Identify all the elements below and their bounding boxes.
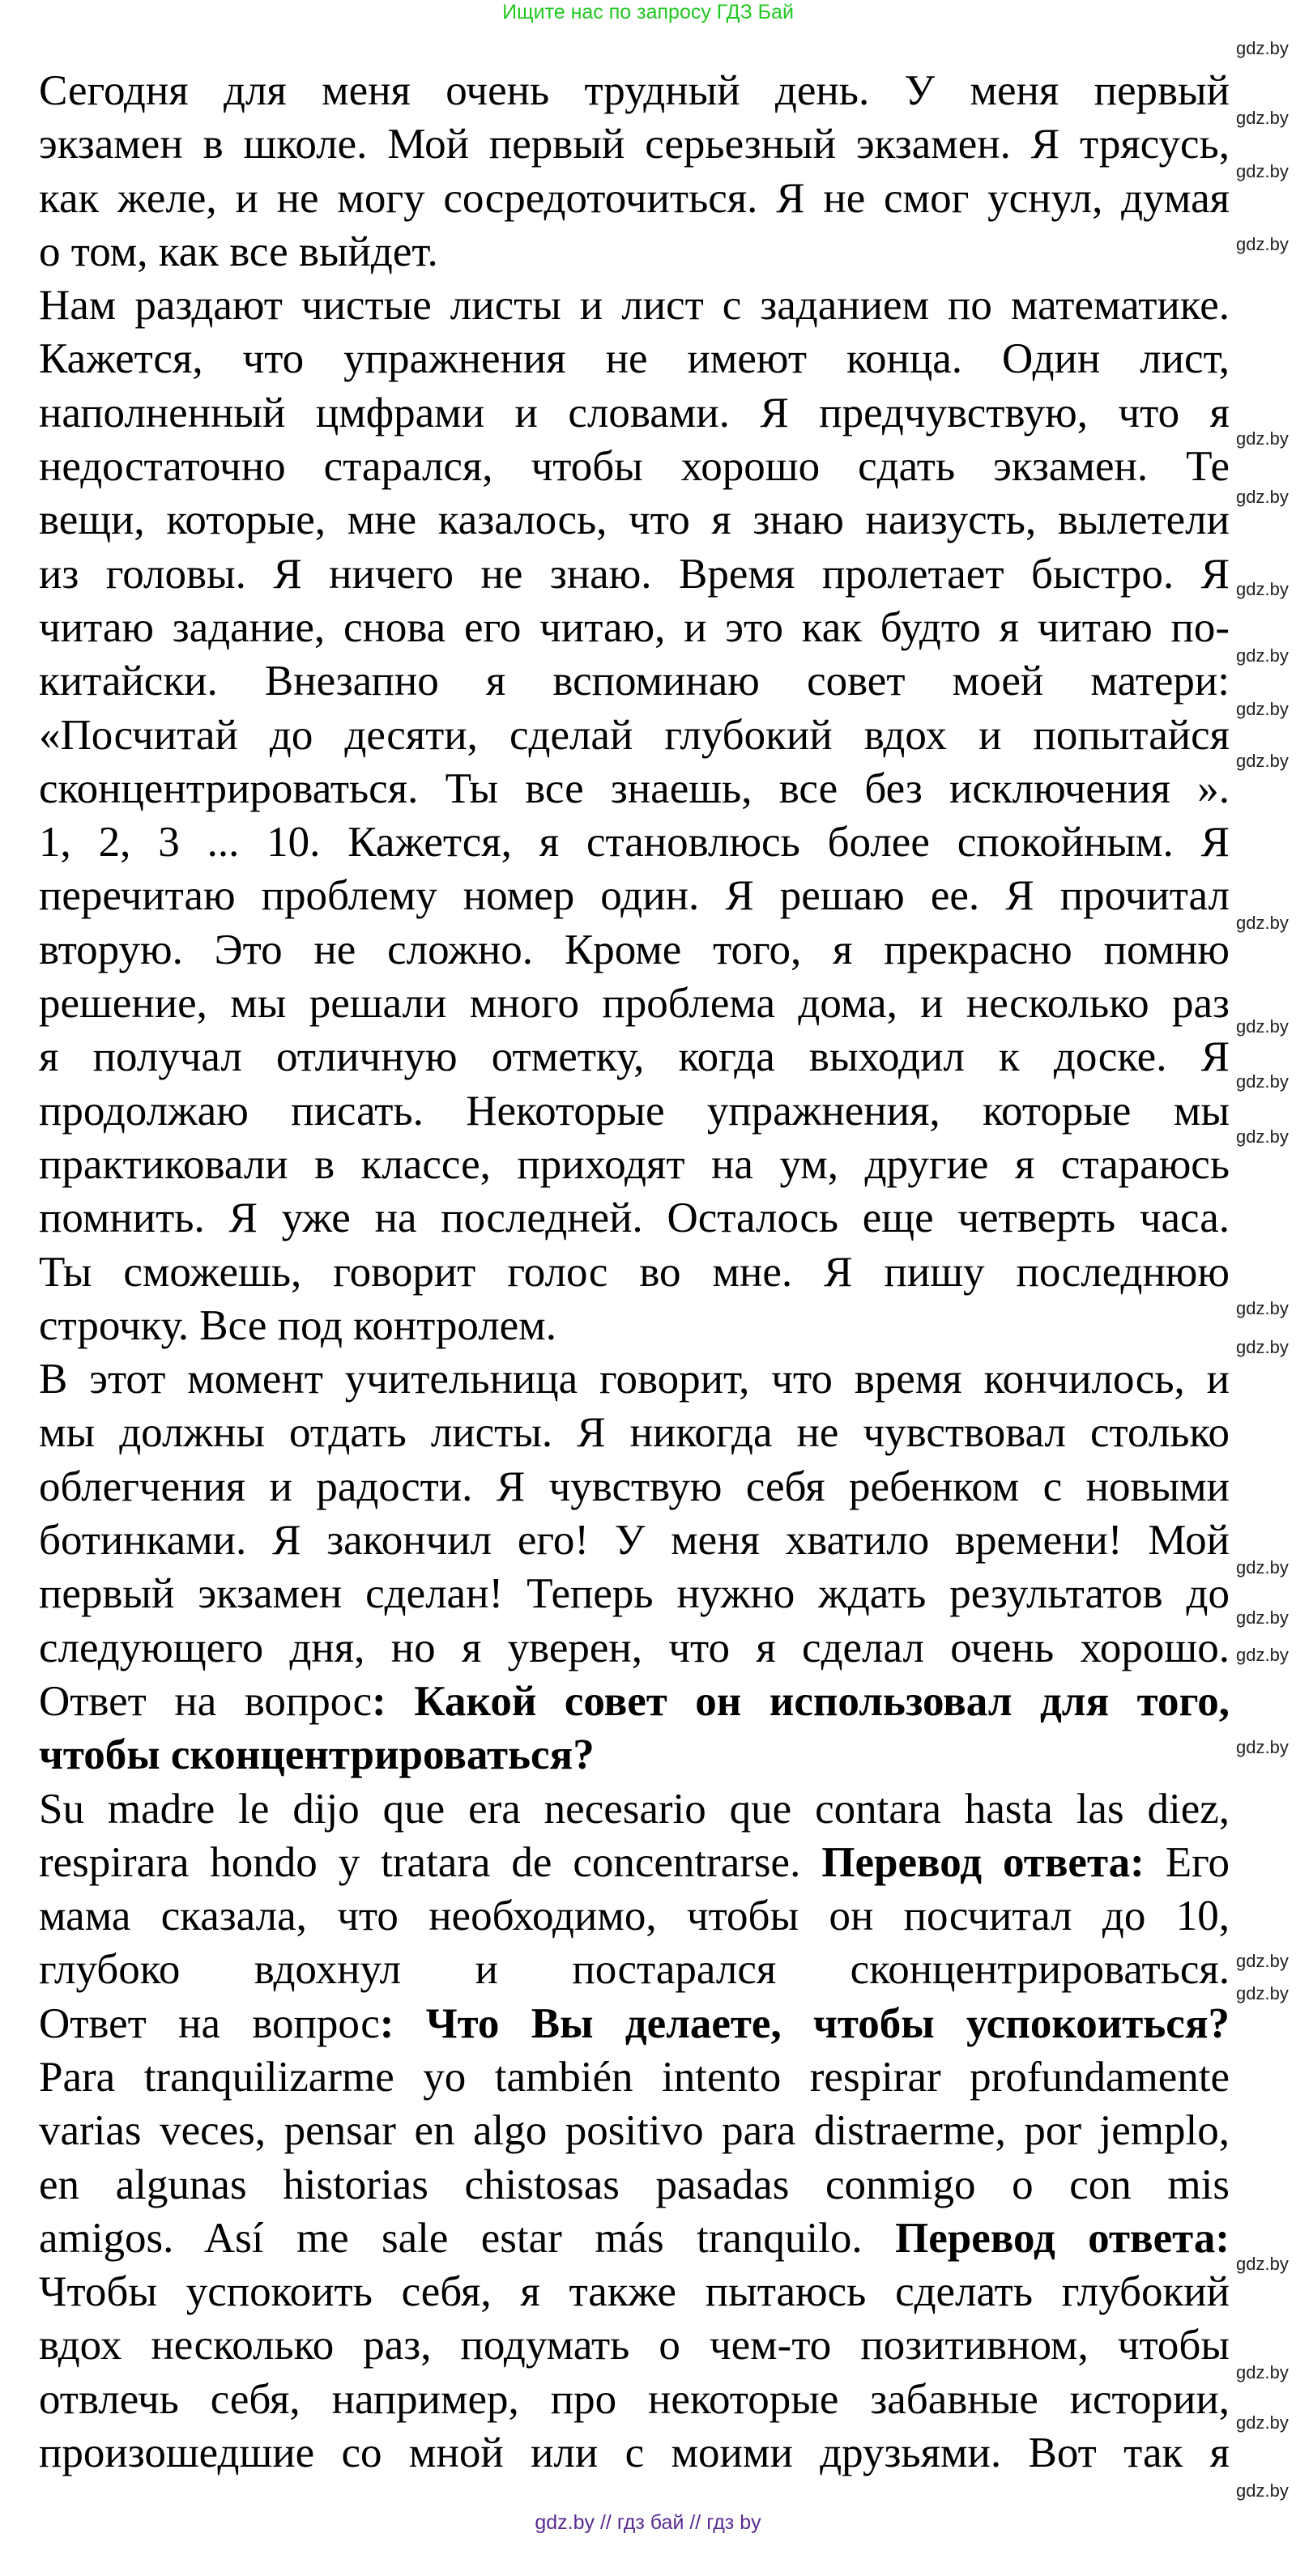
watermark: gdz.by <box>1236 487 1289 507</box>
watermark: gdz.by <box>1236 1645 1289 1665</box>
text-line <box>39 1675 1230 1728</box>
watermark: gdz.by <box>1236 2412 1289 2433</box>
watermark: gdz.by <box>1236 1126 1289 1147</box>
text-segment: экзамен в школе. Мой первый серьезный экзамен. Я трясусь, <box>39 121 1230 168</box>
text-segment: следующего дня, но я уверен, что я сделал очень хорошо. <box>39 1624 1230 1671</box>
watermark: gdz.by <box>1236 751 1289 771</box>
text-line <box>39 977 1230 1030</box>
watermark: gdz.by <box>1236 1737 1289 1757</box>
watermark: gdz.by <box>1236 161 1289 181</box>
text-segment: Para tranquilizarme yo también intento respirar profundamente <box>39 2053 1230 2101</box>
document-body <box>39 64 1230 2480</box>
watermark: gdz.by <box>1236 1557 1289 1578</box>
text-segment: практиковали в классе, приходят на ум, другие я стараюсь <box>39 1140 1230 1188</box>
text-segment: первый экзамен сделан! Теперь нужно ждать результатов до <box>39 1570 1230 1618</box>
text-segment: Чтобы успокоить себя, я также пытаюсь сделать глубокий <box>39 2268 1230 2316</box>
text-line <box>39 1084 1230 1138</box>
text-segment: отвлечь себя, например, про некоторые забавные истории, <box>39 2375 1230 2423</box>
text-line <box>39 1943 1230 1996</box>
text-segment: решение, мы решали много проблема дома, и несколько раз <box>39 980 1230 1028</box>
text-segment: Кажется, что упражнения не имеют конца. Один лист, <box>39 335 1230 383</box>
text-line <box>39 2426 1230 2480</box>
text-line <box>39 1782 1230 1836</box>
text-line <box>39 2104 1230 2157</box>
text-segment: продолжаю писать. Некоторые упражнения, которые мы <box>39 1087 1230 1135</box>
text-line <box>39 1460 1230 1514</box>
text-line <box>39 2158 1230 2212</box>
text-line <box>39 2050 1230 2104</box>
text-line <box>39 1191 1230 1245</box>
watermark: gdz.by <box>1236 428 1289 449</box>
watermark: gdz.by <box>1236 108 1289 128</box>
watermark: gdz.by <box>1236 2254 1289 2274</box>
text-line <box>39 1728 1230 1782</box>
text-segment: «Посчитай до десяти, сделай глубокий вдох и попытайся <box>39 711 1230 759</box>
bold-text-segment: : Что Вы делаете, чтобы успокоиться? <box>379 1999 1230 2047</box>
text-segment: Ты сможешь, говорит голос во мне. Я пишу последнюю <box>39 1248 1230 1296</box>
watermark: gdz.by <box>1236 1951 1289 1971</box>
text-line <box>39 386 1230 440</box>
text-line <box>39 2373 1230 2426</box>
text-line <box>39 1514 1230 1567</box>
text-segment: en algunas historias chistosas pasadas conmigo o con mis <box>39 2161 1230 2208</box>
text-segment: Ответ на вопрос <box>39 1677 373 1725</box>
text-segment: сконцентрироваться. Ты все знаешь, все без исключения ». <box>39 764 1230 812</box>
text-line <box>39 1245 1230 1299</box>
text-line <box>39 332 1230 385</box>
text-line <box>39 225 1230 279</box>
text-line <box>39 1836 1230 1889</box>
watermark: gdz.by <box>1236 2362 1289 2382</box>
text-line <box>39 1352 1230 1406</box>
text-line <box>39 2265 1230 2318</box>
watermark: gdz.by <box>1236 234 1289 254</box>
text-segment: вещи, которые, мне казалось, что я знаю наизусть, вылетели <box>39 496 1230 544</box>
text-segment: respirara hondo y tratara de concentrarse. <box>39 1838 822 1886</box>
watermark: gdz.by <box>1236 699 1289 719</box>
text-line <box>39 815 1230 869</box>
watermark: gdz.by <box>1236 2480 1289 2501</box>
text-segment: читаю задание, снова его читаю, и это как будто я читаю по- <box>39 603 1230 651</box>
text-segment: глубоко вдохнул и постарался сконцентрироваться. <box>39 1946 1230 1994</box>
text-segment: произошедшие со мной или с моими друзьями. Вот так я <box>39 2429 1230 2477</box>
text-segment: amigos. Así me sale estar más tranquilo. <box>39 2214 895 2262</box>
search-hint-banner: Ищите нас по запросу ГДЗ Бай <box>502 1 794 23</box>
text-segment: Ответ на вопрос <box>39 1999 380 2047</box>
text-segment: как желе, и не могу сосредоточиться. Я не смог уснул, думая <box>39 174 1230 222</box>
text-segment: о том, как все выйдет. <box>39 228 438 275</box>
text-segment: varias veces, pensar en algo positivo para distraerme, por jemplo, <box>39 2107 1230 2155</box>
text-segment: я получал отличную отметку, когда выходил к доске. Я <box>39 1033 1230 1081</box>
text-segment: вторую. Это не сложно. Кроме того, я прекрасно помню <box>39 926 1230 973</box>
text-segment: мы должны отдать листы. Я никогда не чувствовал столько <box>39 1409 1230 1457</box>
text-line <box>39 762 1230 815</box>
text-segment: мама сказала, что необходимо, чтобы он посчитал до 10, <box>39 1893 1230 1940</box>
site-footer: gdz.by // гдз бай // гдз by <box>535 2511 761 2534</box>
watermark: gdz.by <box>1236 645 1289 666</box>
watermark: gdz.by <box>1236 1298 1289 1318</box>
bold-text-segment: : Какой совет он использовал для того, <box>372 1677 1230 1725</box>
text-line <box>39 547 1230 601</box>
text-line <box>39 709 1230 762</box>
text-segment: перечитаю проблему номер один. Я решаю ее. Я прочитал <box>39 872 1230 920</box>
text-line <box>39 493 1230 547</box>
watermark: gdz.by <box>1236 38 1289 58</box>
text-segment: Сегодня для меня очень трудный день. У меня первый <box>39 67 1230 114</box>
watermark: gdz.by <box>1236 913 1289 933</box>
watermark: gdz.by <box>1236 1071 1289 1092</box>
text-line <box>39 923 1230 977</box>
text-segment: из головы. Я ничего не знаю. Время пролетает быстро. Я <box>39 550 1230 598</box>
text-segment: Нам раздают чистые листы и лист с заданием по математике. <box>39 282 1230 330</box>
text-line <box>39 2318 1230 2372</box>
text-line <box>39 1567 1230 1620</box>
watermark: gdz.by <box>1236 1016 1289 1037</box>
text-line <box>39 1030 1230 1084</box>
bold-text-segment: чтобы сконцентрироваться? <box>39 1731 595 1779</box>
text-segment: наполненный цмфрами и словами. Я предчувствую, что я <box>39 389 1230 436</box>
text-line <box>39 1299 1230 1352</box>
watermark: gdz.by <box>1236 1337 1289 1357</box>
text-line <box>39 2212 1230 2265</box>
text-line <box>39 1138 1230 1191</box>
text-segment: В этот момент учительница говорит, что время кончилось, и <box>39 1356 1230 1403</box>
text-line <box>39 440 1230 493</box>
text-line <box>39 279 1230 332</box>
text-line <box>39 1997 1230 2050</box>
text-segment: вдох несколько раз, подумать о чем-то позитивном, чтобы <box>39 2322 1230 2369</box>
bold-text-segment: Перевод ответа: <box>821 1838 1145 1886</box>
text-line <box>39 1621 1230 1675</box>
bold-text-segment: Перевод ответа: <box>894 2214 1230 2262</box>
text-line <box>39 117 1230 171</box>
text-segment: строчку. Все под контролем. <box>39 1301 556 1349</box>
text-segment: 1, 2, 3 ... 10. Кажется, я становлюсь более спокойным. Я <box>39 819 1230 866</box>
text-segment: ботинками. Я закончил его! У меня хватило времени! Мой <box>39 1517 1230 1565</box>
text-segment: облегчения и радости. Я чувствую себя ребенком с новыми <box>39 1463 1230 1510</box>
text-line <box>39 869 1230 922</box>
text-segment: Su madre le dijo que era necesario que contara hasta las diez, <box>39 1785 1230 1833</box>
text-segment: недостаточно старался, чтобы хорошо сдать экзамен. Те <box>39 443 1230 491</box>
text-line <box>39 172 1230 225</box>
watermark: gdz.by <box>1236 579 1289 599</box>
watermark: gdz.by <box>1236 1983 1289 2003</box>
text-segment: помнить. Я уже на последней. Осталось еще четверть часа. <box>39 1194 1230 1242</box>
text-segment: китайски. Внезапно я вспоминаю совет моей матери: <box>39 658 1230 705</box>
text-line <box>39 654 1230 708</box>
watermark: gdz.by <box>1236 1607 1289 1628</box>
text-line <box>39 601 1230 654</box>
text-line <box>39 64 1230 117</box>
text-segment: Его <box>1144 1838 1230 1886</box>
text-line <box>39 1406 1230 1459</box>
text-line <box>39 1889 1230 1943</box>
